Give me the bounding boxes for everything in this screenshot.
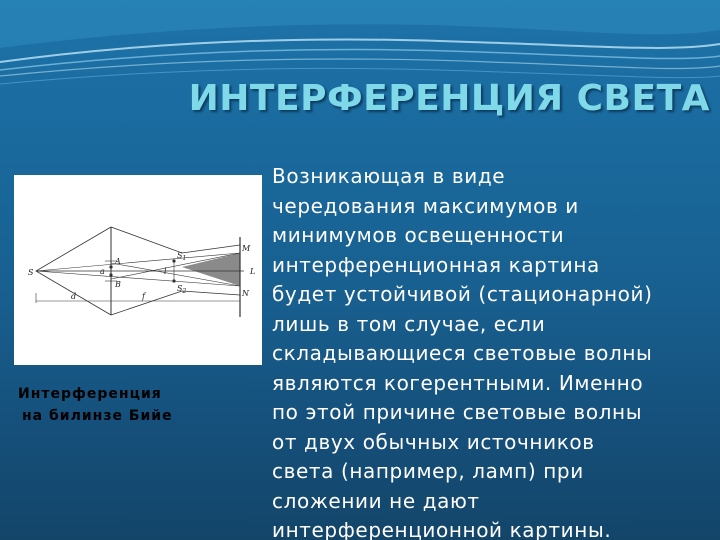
body-line: будет устойчивой (стационарной) <box>272 282 653 306</box>
bilens-diagram-svg <box>14 175 262 365</box>
body-line: интерференционная картина <box>272 252 600 277</box>
body-line: по этой причине световые волны <box>272 400 643 424</box>
body-line: являются когерентными. Именно <box>272 370 644 395</box>
body-line: складывающиеся световые волны <box>272 341 653 365</box>
body-line: интерференционной картины. <box>272 518 612 540</box>
slide-title: ИНТЕРФЕРЕНЦИЯ СВЕТА <box>188 78 710 119</box>
label-S1: $S_1$ <box>177 251 187 262</box>
figure-caption <box>18 383 248 427</box>
body-line: сложении не дают <box>272 488 480 513</box>
body-line: лишь в том случае, если <box>272 311 546 336</box>
body-line: от двух обычных источников <box>272 429 595 454</box>
body-paragraph <box>272 162 712 540</box>
label-M: M <box>242 244 251 253</box>
body-line: света (например, ламп) при <box>272 459 584 483</box>
label-f: f <box>142 292 145 301</box>
caption-line-2: на билинзе Бийе <box>22 408 173 424</box>
bilens-diagram <box>14 175 262 365</box>
label-N: N <box>242 289 249 298</box>
label-A: A <box>115 257 121 266</box>
body-line: Возникающая в виде <box>272 164 506 188</box>
label-l: l <box>164 267 167 276</box>
label-a: a <box>100 267 105 276</box>
label-S2: $S_2$ <box>177 284 187 295</box>
label-B: B <box>115 280 121 289</box>
label-L: L <box>250 267 256 276</box>
label-d: d <box>71 292 77 301</box>
caption-line-1: Интерференция <box>18 386 162 402</box>
body-line: чередования максимумов и <box>272 193 579 218</box>
label-S: S <box>28 268 34 277</box>
body-line: минимумов освещенности <box>272 223 565 247</box>
